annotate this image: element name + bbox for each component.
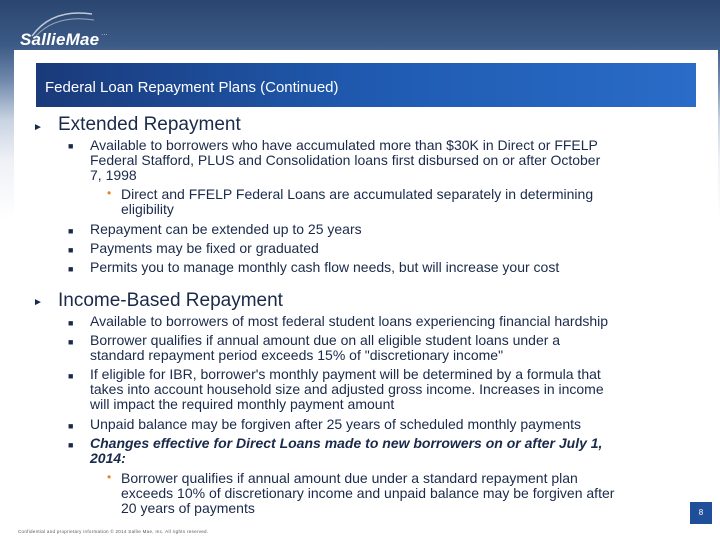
bullet-text: [90, 367, 604, 412]
bullet-square-icon: ■: [68, 318, 74, 328]
bullet-line: 7, 1998: [90, 167, 137, 183]
bullet-square-icon: ■: [68, 245, 74, 255]
title-bar: [36, 63, 696, 107]
logo-text: SallieMae: [20, 30, 100, 49]
sub-bullet-dot-icon: •: [107, 470, 112, 484]
bullet-line: Direct and FFELP Federal Loans are accumulated separately in determining: [121, 186, 594, 202]
footer-copyright: Confidential and proprietary information © 2014 Sallie Mae, Inc. All rights reserved.: [18, 529, 209, 534]
bullet-text: Unpaid balance may be forgiven after 25 years of scheduled monthly payments: [90, 416, 582, 432]
sub-bullet-text: [121, 187, 593, 217]
bullet-line: Borrower qualifies if annual amount due on all eligible student loans under a: [90, 332, 561, 348]
bullet-line: Available to borrowers who have accumulated more than $30K in Direct or FFELP: [90, 137, 598, 153]
bullet-square-icon: ■: [68, 226, 74, 236]
bullet-line: will impact the required monthly payment amount: [90, 396, 395, 412]
sallie-mae-logo: [20, 30, 108, 50]
bullet-square-icon: ■: [68, 371, 74, 381]
bullet-line: 20 years of payments: [121, 500, 255, 516]
page-number: 8: [690, 502, 712, 524]
bullet-square-icon: ■: [68, 141, 74, 151]
bullet-line: takes into account household size and adjusted gross income. Increases in income: [90, 381, 604, 397]
section-marker-icon: ►: [33, 122, 43, 133]
bullet-text: Permits you to manage monthly cash flow needs, but will increase your cost: [90, 259, 560, 275]
bullet-square-icon: ■: [68, 421, 74, 431]
bullet-text: Available to borrowers of most federal student loans experiencing financial hardship: [90, 313, 609, 329]
bullet-line: Borrower qualifies if annual amount due under a standard repayment plan: [121, 470, 578, 486]
page-title: Federal Loan Repayment Plans (Continued): [45, 79, 339, 96]
section-heading-ibr: Income-Based Repayment: [58, 290, 283, 311]
sub-bullet-text: [121, 471, 614, 516]
bullet-text: [90, 138, 600, 183]
bullet-text-emphasis: [90, 436, 602, 466]
sub-bullet-dot-icon: •: [107, 186, 112, 200]
bullet-line: If eligible for IBR, borrower's monthly payment will be determined by a formula that: [90, 366, 601, 382]
bullet-line: standard repayment period exceeds 15% of "discretionary income": [90, 347, 504, 363]
section-marker-icon: ►: [33, 297, 43, 308]
bullet-line: Changes effective for Direct Loans made to new borrowers on or after July 1,: [90, 435, 603, 451]
bullet-line: eligibility: [121, 201, 174, 217]
section-heading-extended: Extended Repayment: [58, 114, 241, 135]
bullet-line: exceeds 10% of discretionary income and unpaid balance may be forgiven after: [121, 485, 615, 501]
bullet-text: [90, 333, 560, 363]
bullet-square-icon: ■: [68, 440, 74, 450]
bullet-line: 2014:: [90, 450, 126, 466]
bullet-text: Repayment can be extended up to 25 years: [90, 221, 362, 237]
logo-tm: ...: [101, 30, 108, 37]
bullet-square-icon: ■: [68, 264, 74, 274]
bullet-text: Payments may be fixed or graduated: [90, 240, 319, 256]
bullet-square-icon: ■: [68, 337, 74, 347]
bullet-line: Federal Stafford, PLUS and Consolidation loans first disbursed on or after October: [90, 152, 601, 168]
